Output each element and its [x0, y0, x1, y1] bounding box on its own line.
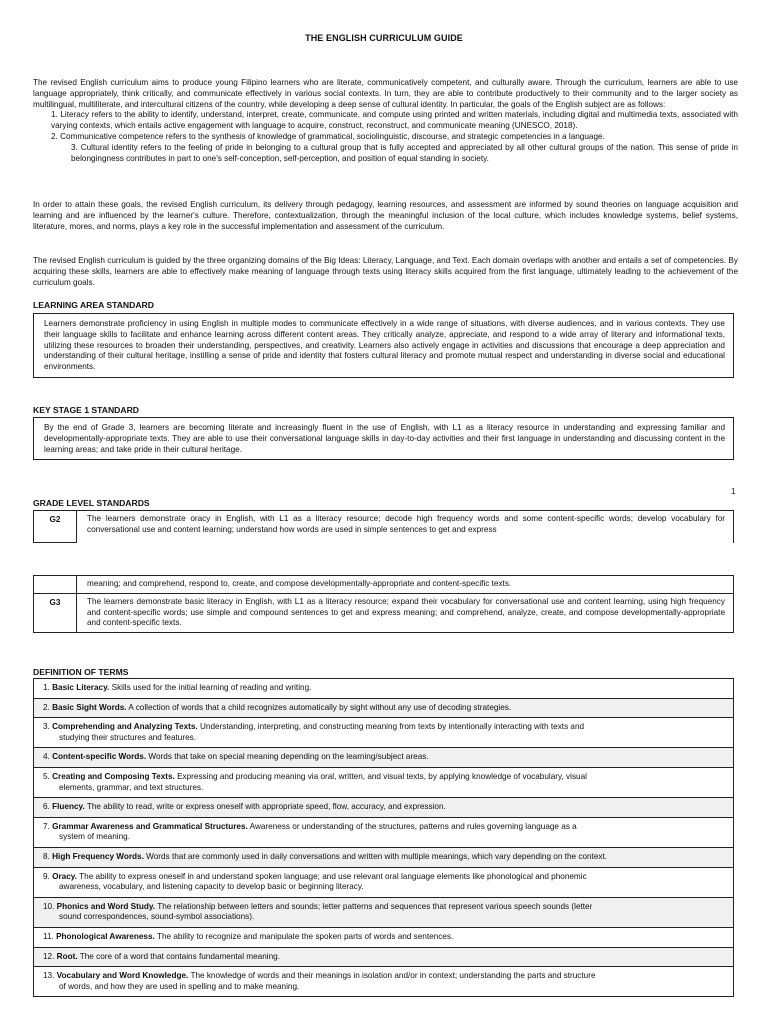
grade-text-g3: The learners demonstrate basic literacy in English, with L1 as a literacy resource; expand their vocabulary for conversational use and content learning, using high frequency and content-specific words; use simple and compound sentences to get and express meaning; and comprehend, analyze, create, and compose developmentally-appropriate and content-specific texts.	[77, 593, 734, 632]
grade-text-g2: The learners demonstrate oracy in English, with L1 as a literacy resource; decode high frequency words and some content-specific words; develop vocabulary for conversational use and content learning; understand how words are used in simple sentences to get and express	[77, 511, 734, 543]
definition-continuation: of words, and how they are used in spelling and to make meaning.	[59, 981, 300, 991]
definition-line	[43, 971, 725, 982]
definition-number: 4.	[43, 752, 50, 762]
definition-text: Words that take on special meaning depending on the learning/subject areas.	[148, 752, 429, 762]
definition-text: Awareness or understanding of the structures, patterns and rules governing language as a	[249, 821, 577, 831]
grade-level-heading: GRADE LEVEL STANDARDS	[33, 498, 150, 508]
definition-line	[43, 872, 725, 883]
key-stage-box: By the end of Grade 3, learners are becoming literate and increasingly fluent in the use of English, with L1 as a literacy resource in understanding and expressing familiar and developmentally-appropriate texts. They are able to use their conversational language skills in day-to-day activities and their first language in understanding and discussing content in the learning areas; and take pride in their cultural heritage.	[33, 417, 734, 460]
grade-label-g3: G3	[34, 593, 77, 632]
definition-number: 12.	[43, 951, 55, 961]
definition-row	[34, 897, 733, 927]
definition-term: Phonics and Word Study.	[56, 901, 156, 911]
definition-text: The core of a word that contains fundamental meaning.	[79, 951, 280, 961]
goal-item: 3. Cultural identity refers to the feeling of pride in belonging to a cultural group that is fully accepted and appreciated by all other cultural groups of the nation. This sense of pride in belongingness contributes in part to one's self-conception, self-perception, and position of equal standing in society.	[71, 142, 738, 163]
grade-text-g2-cont: meaning; and comprehend, respond to, create, and compose developmentally-appropriate and content-specific texts.	[77, 576, 734, 594]
definition-row	[34, 817, 733, 847]
definition-text: Expressing and producing meaning via oral, written, and visual texts, by applying knowledge of vocabulary, visual	[177, 771, 587, 781]
definition-line	[43, 902, 725, 913]
definition-term: Basic Sight Words.	[52, 702, 127, 712]
definition-line	[43, 703, 725, 714]
definition-number: 7.	[43, 821, 50, 831]
definition-term: High Frequency Words.	[52, 851, 144, 861]
grade-table-continued	[33, 575, 734, 633]
definition-text: Understanding, interpreting, and constructing meaning from texts by intentionally interacting with texts and	[199, 722, 585, 732]
definition-line	[43, 802, 725, 813]
definition-line	[43, 752, 725, 763]
definition-text: Skills used for the initial learning of reading and writing.	[111, 683, 312, 692]
definition-continuation: sound correspondences, sound-symbol associations).	[59, 912, 255, 922]
definition-row	[34, 747, 733, 767]
definition-row	[34, 966, 733, 996]
table-row	[34, 511, 734, 543]
definition-term: Basic Literacy.	[52, 683, 110, 692]
document-title: THE ENGLISH CURRICULUM GUIDE	[305, 33, 463, 43]
definition-term: Content-specific Words.	[52, 752, 147, 762]
definition-row	[34, 698, 733, 718]
grade-table-g2-top	[33, 510, 734, 543]
definition-line	[43, 952, 725, 963]
definition-number: 11.	[43, 931, 54, 941]
definition-continuation: elements, grammar, and text structures.	[59, 782, 204, 792]
definition-row	[34, 947, 733, 967]
definition-line	[43, 932, 725, 943]
definition-number: 8.	[43, 851, 50, 861]
definition-number: 10.	[43, 901, 55, 911]
definition-number: 1.	[43, 683, 50, 692]
definition-continuation: studying their structures and features.	[59, 732, 196, 742]
definition-line	[43, 772, 725, 783]
definition-number: 6.	[43, 802, 50, 812]
definitions-table	[33, 678, 734, 997]
goal-item: 2. Communicative competence refers to the synthesis of knowledge of grammatical, sociolinguistic, discourse, and strategic competencies in a language.	[51, 131, 605, 141]
definition-number: 9.	[43, 871, 50, 881]
definition-row	[34, 717, 733, 747]
table-row	[34, 576, 734, 594]
intro-paragraph-2: In order to attain these goals, the revised English curriculum, its delivery through pedagogy, learning resources, and assessment are informed by sound theories on language acquisition and learning and are influenced by the learner's culture. Therefore, contextualization, through the meaningful inclusion of the local culture, which includes knowledge systems, belief systems, literature, mores, and norms, plays a key role in the successful implementation and assessment of the curriculum.	[33, 200, 738, 231]
definition-line	[43, 852, 725, 863]
goal-item: 1. Literacy refers to the ability to identify, understand, interpret, create, communicate, and compute using printed and written materials, including digital and multimedia texts, associated with varying contexts, which entails active engagement with language to acquire, construct, reconstruct, and communicate meaning (UNESCO, 2018).	[51, 110, 738, 131]
definition-text: The ability to read, write or express oneself with appropriate speed, flow, accuracy, and expression.	[86, 802, 446, 812]
definition-text: The knowledge of words and their meanings in isolation and/or in context; understanding the parts and structure	[190, 971, 596, 981]
definition-row	[34, 797, 733, 817]
definition-number: 13.	[43, 971, 55, 981]
definition-term: Grammar Awareness and Grammatical Structures.	[52, 821, 248, 831]
definition-term: Root.	[56, 951, 78, 961]
intro-section	[33, 78, 738, 164]
definition-line	[43, 722, 725, 733]
goals-list	[33, 110, 738, 164]
definition-term: Oracy.	[52, 871, 78, 881]
definition-line	[43, 683, 725, 694]
intro-paragraph-3: The revised English curriculum is guided by the three organizing domains of the Big Ideas: Literacy, Language, and Text. Each domain overlaps with another and entails a set of competencies. By acquiring these skills, learners are able to effectively make meaning of language through texts using literacy skills acquired from the first language, ultimately leading to the achievement of the curriculum goals.	[33, 256, 738, 287]
grade-label-g2: G2	[34, 511, 77, 543]
intro-paragraph: The revised English curriculum aims to produce young Filipino learners who are literate, communicatively competent, and culturally aware. Through the curriculum, learners are able to use language appropriately, think critically, and communicate effectively in various social contexts. In turn, they are able to contribute productively to their community and to the larger society as multilingual, multiliterate, and intercultural citizens of the country, while developing a deep sense of cultural identity. In particular, the goals of the English subject are as follows:	[33, 78, 738, 109]
definition-row	[34, 867, 733, 897]
definition-text: The ability to express oneself in and understand spoken language; and use relevant oral language elements like phonological and phonemic	[79, 871, 587, 881]
definition-text: Words that are commonly used in daily conversations and written with multiple meanings, which vary depending on the context.	[146, 851, 608, 861]
definition-term: Comprehending and Analyzing Texts.	[52, 722, 198, 732]
definition-number: 5.	[43, 771, 50, 781]
definition-line	[43, 822, 725, 833]
definition-row	[34, 847, 733, 867]
definition-term: Fluency.	[52, 802, 85, 812]
definition-continuation: awareness, vocabulary, and listening capacity to develop basic or beginning literacy.	[59, 882, 364, 892]
definitions-heading: DEFINITION OF TERMS	[33, 667, 129, 677]
definition-row	[34, 927, 733, 947]
definition-number: 3.	[43, 722, 50, 732]
definition-term: Vocabulary and Word Knowledge.	[56, 971, 189, 981]
learning-area-heading: LEARNING AREA STANDARD	[33, 300, 154, 310]
grade-label-empty	[34, 576, 77, 594]
definition-row	[34, 767, 733, 797]
key-stage-heading: KEY STAGE 1 STANDARD	[33, 405, 140, 415]
definition-text: The relationship between letters and sounds; letter patterns and sequences that represent various speech sounds (letter	[157, 901, 593, 911]
learning-area-box: Learners demonstrate proficiency in using English in multiple modes to communicate effectively in a wide range of situations, with diverse audiences, and in various contexts. They use their language skills to facilitate and enhance learning across different content areas. They critically analyze, appreciate, and respond to a wide array of literary and informational texts, utilizing these resources to broaden their understanding, perspectives, and creativity. Learners also actively engage in activities and discussions that encourage a deep appreciation and understanding of their cultural heritage, instilling a sense of pride and identity that fosters cultural literacy and promote mutual respect and understanding in diverse social and educational environments.	[33, 313, 734, 378]
definition-text: The ability to recognize and manipulate the spoken parts of words and sentences.	[156, 931, 454, 941]
definition-term: Creating and Composing Texts.	[52, 771, 175, 781]
definition-term: Phonological Awareness.	[56, 931, 155, 941]
table-row	[34, 593, 734, 632]
definition-text: A collection of words that a child recognizes automatically by sight without any use of decoding strategies.	[128, 702, 512, 712]
page-number: 1	[731, 487, 736, 496]
definition-number: 2.	[43, 702, 50, 712]
definition-continuation: system of meaning.	[59, 832, 130, 842]
definition-row	[34, 679, 733, 698]
